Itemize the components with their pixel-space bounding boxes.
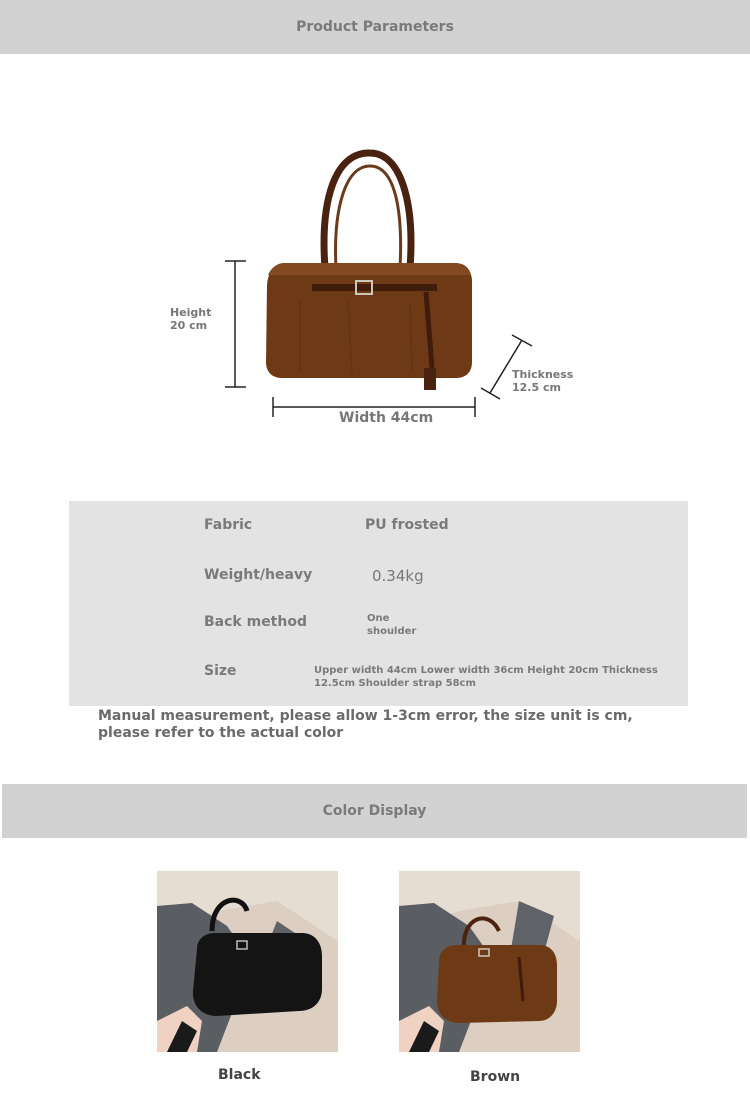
banner-title: Product Parameters	[296, 19, 454, 35]
color-label-black: Black	[218, 1067, 261, 1083]
spec-weight-value: 0.34kg	[372, 567, 424, 585]
brown-bag-photo	[399, 871, 580, 1052]
spec-fabric-value: PU frosted	[365, 517, 449, 533]
spec-size-value: Upper width 44cm Lower width 36cm Height 20cm Thickness 12.5cm Shoulder strap 58cm	[314, 665, 658, 689]
color-display-banner	[2, 784, 747, 838]
spec-size-label: Size	[204, 663, 237, 679]
width-dimension-label: Width 44cm	[339, 410, 434, 426]
thickness-dimension-label: Thickness 12.5 cm	[512, 368, 574, 394]
measurement-note: Manual measurement, please allow 1-3cm error, the size unit is cm, please refer to the actual color	[98, 708, 633, 741]
spec-fabric-label: Fabric	[204, 517, 253, 533]
spec-back-method-label: Back method	[204, 614, 307, 630]
color-display-title: Color Display	[322, 803, 427, 819]
bag-dimension-illustration	[0, 140, 750, 440]
color-label-brown: Brown	[470, 1069, 521, 1085]
black-bag-photo	[157, 871, 338, 1052]
product-parameters-banner	[0, 0, 750, 54]
spec-weight-label: Weight/heavy	[204, 567, 313, 583]
height-dimension-label: Height 20 cm	[170, 306, 212, 332]
spec-back-method-value: One shoulder	[367, 613, 417, 637]
